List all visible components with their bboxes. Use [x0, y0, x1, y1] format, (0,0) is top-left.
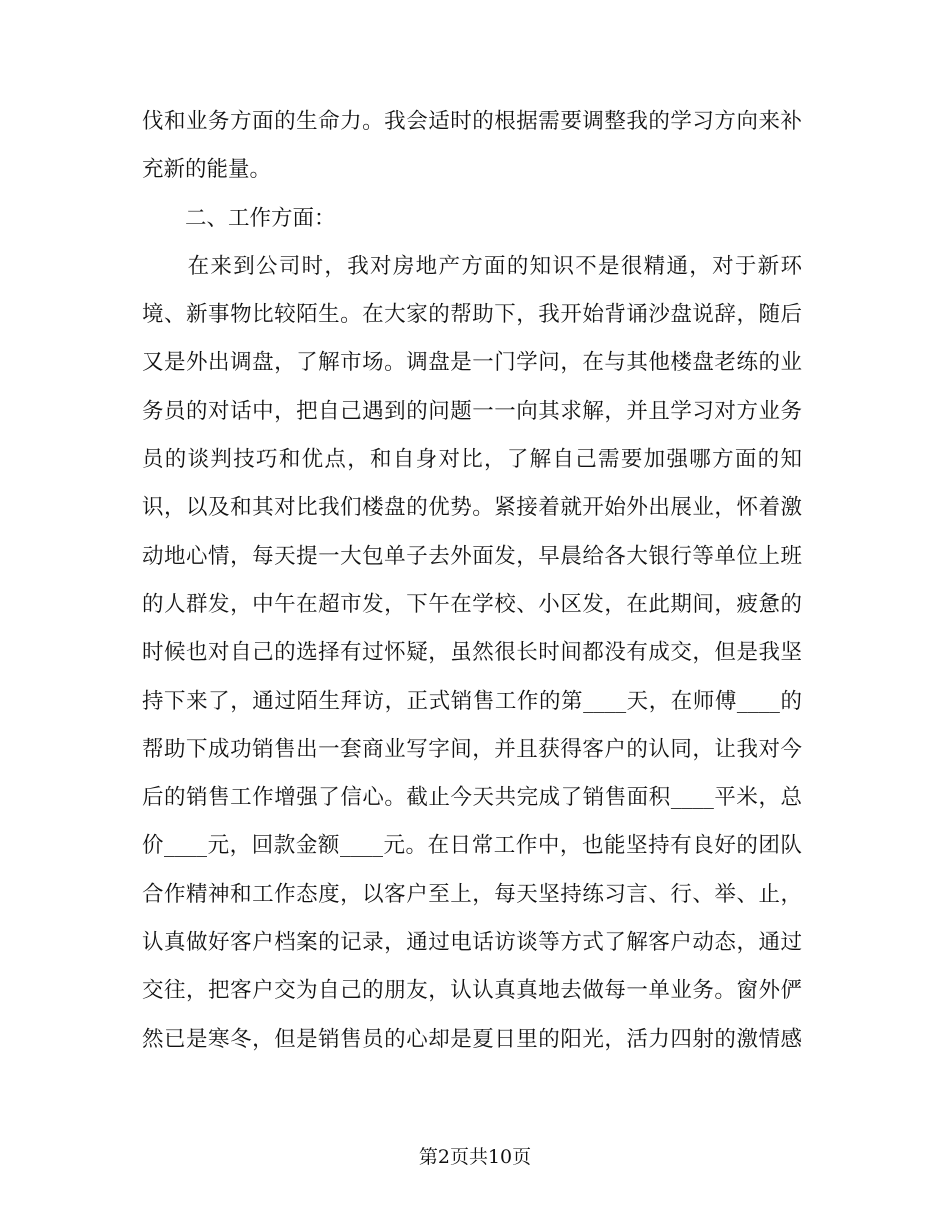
text-line: 又是外出调盘，了解市场。调盘是一门学问，在与其他楼盘老练的业 — [142, 350, 802, 376]
text-line: 价____元，回款金额____元。在日常工作中，也能坚持有良好的团队 — [142, 833, 802, 859]
text-line: 识，以及和其对比我们楼盘的优势。紧接着就开始外出展业，怀着激 — [142, 495, 802, 521]
text-line: 员的谈判技巧和优点，和自身对比，了解自己需要加强哪方面的知 — [142, 447, 802, 473]
section-heading: 二、工作方面： — [142, 205, 336, 231]
text-line: 后的销售工作增强了信心。截止今天共完成了销售面积____平米，总 — [142, 785, 802, 811]
text-line: 持下来了，通过陌生拜访，正式销售工作的第____天，在师傅____的 — [142, 688, 802, 714]
text-line: 然已是寒冬，但是销售员的心却是夏日里的阳光，活力四射的激情感 — [142, 1026, 802, 1052]
page-footer: 第2页共10页 — [418, 1146, 532, 1168]
text-line: 的人群发，中午在超市发，下午在学校、小区发，在此期间，疲惫的 — [142, 591, 802, 617]
text-line: 充新的能量。 — [142, 157, 272, 183]
body-text — [142, 98, 802, 1064]
text-line: 动地心情，每天提一大包单子去外面发，早晨给各大银行等单位上班 — [142, 543, 802, 569]
text-line: 合作精神和工作态度，以客户至上，每天坚持练习言、行、举、止， — [142, 881, 802, 907]
text-line: 认真做好客户档案的记录，通过电话访谈等方式了解客户动态，通过 — [142, 930, 802, 956]
text-line: 帮助下成功销售出一套商业写字间，并且获得客户的认同，让我对今 — [142, 736, 802, 762]
text-line: 伐和业务方面的生命力。我会适时的根据需要调整我的学习方向来补 — [142, 109, 802, 134]
text-line: 境、新事物比较陌生。在大家的帮助下，我开始背诵沙盘说辞，随后 — [142, 302, 802, 328]
text-line: 交往，把客户交为自己的朋友，认认真真地去做每一单业务。窗外俨 — [142, 978, 802, 1004]
text-line: 务员的对话中，把自己遇到的问题一一向其求解，并且学习对方业务 — [142, 398, 802, 424]
text-line: 时候也对自己的选择有过怀疑，虽然很长时间都没有成交，但是我坚 — [142, 640, 802, 666]
text-line: 在来到公司时，我对房地产方面的知识不是很精通，对于新环 — [142, 253, 802, 279]
